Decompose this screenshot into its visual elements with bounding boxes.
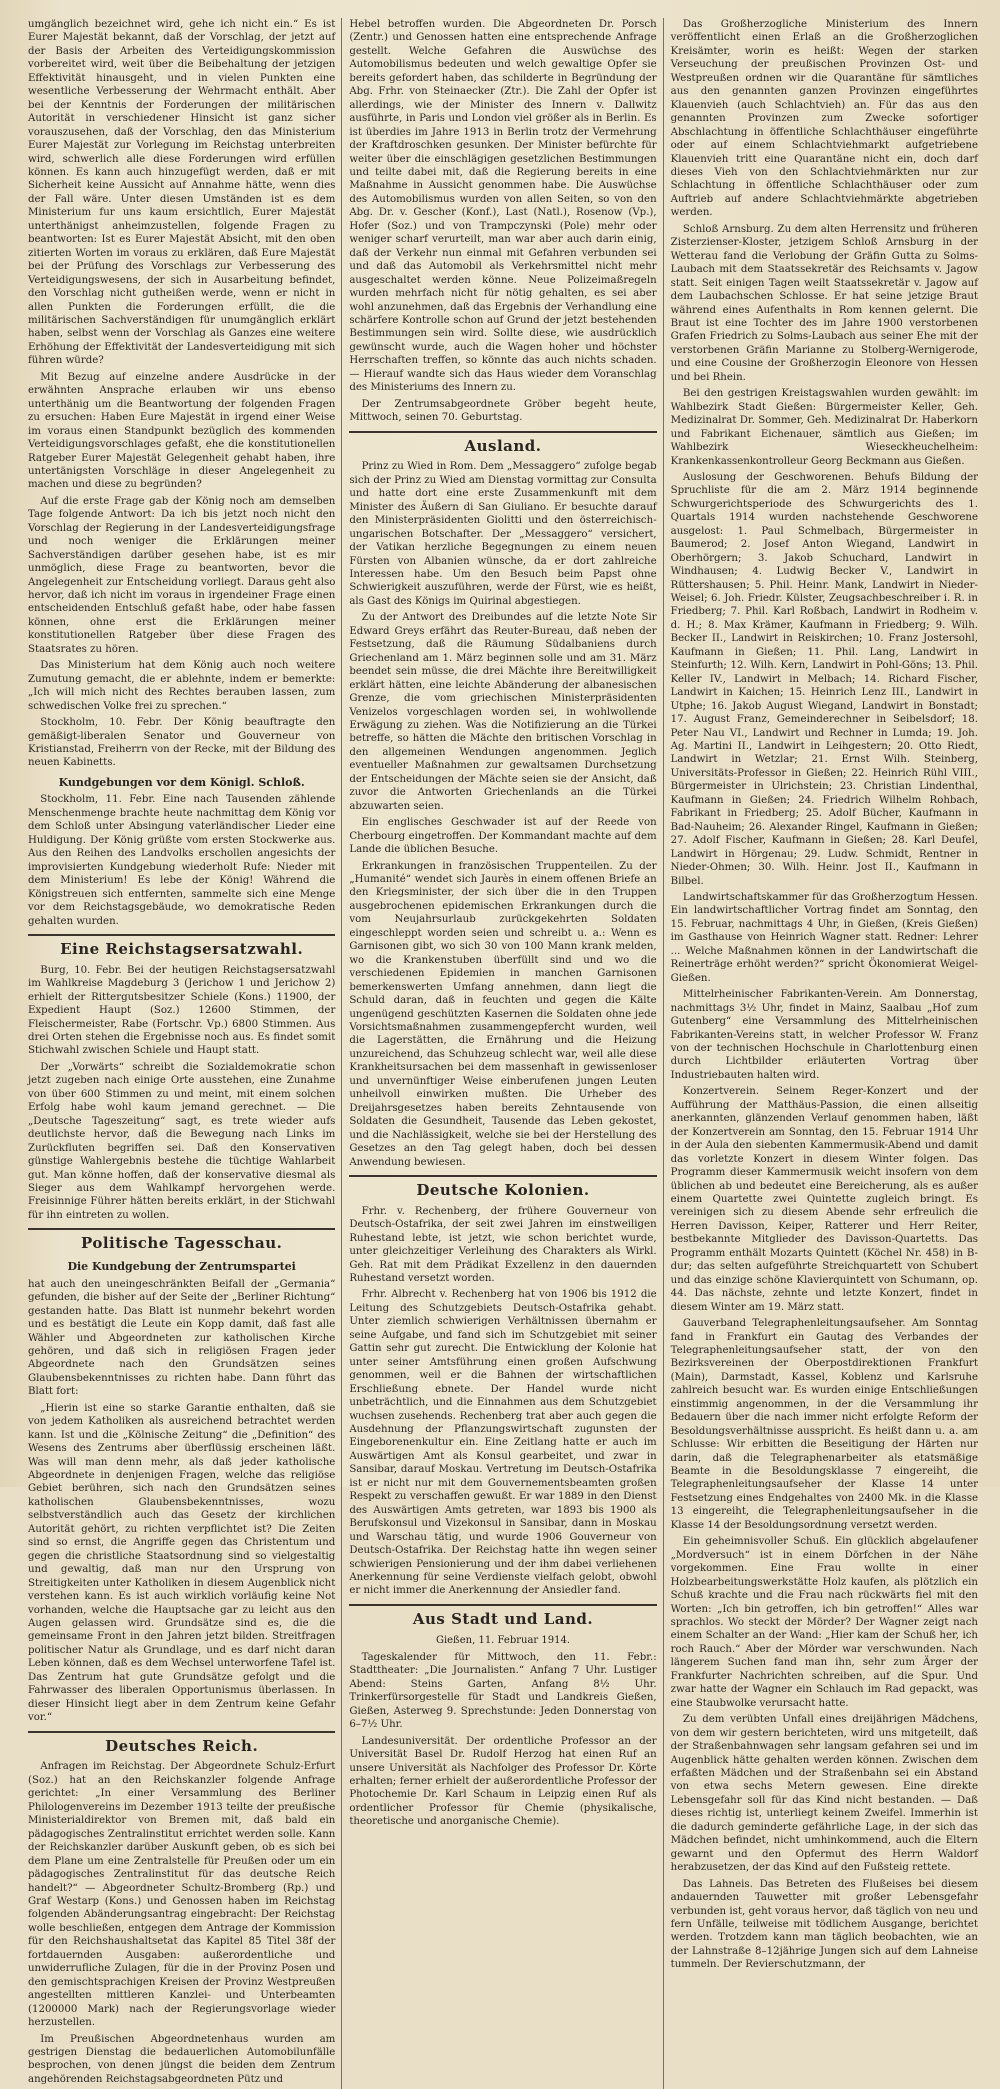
- paragraph: Das Großherzogliche Ministerium des Innern veröffentlicht einen Erlaß an die Großherzoglichen Kreisämter, worin es heißt: Wegen der starken Verseuchung der preußischen Provinzen Ost- und Westpreußen ordnen wir die Quarantäne für sämtliches aus den genannten ganzen Provinzen eingeführtes Klauenvieh (auch Schlachtvieh) an. Für das aus den genannten Provinzen zum Zwecke sofortiger Abschlachtung in öffentliche Schlachthäuser eingeführte oder auf einem Schlachtviehmarkt aufgetriebene Klauenvieh tritt eine Quarantäne nicht ein, doch darf dieses Vieh von den Schlachtviehmärkten nur zur Schlachtung in öffentliche Schlachthäuser oder zum Auftrieb auf andere Schlachtviehmärkte abgetrieben werden.: [670, 19, 978, 219]
- paragraph: Anfragen im Reichstag. Der Abgeordnete Schulz-Erfurt (Soz.) hat an den Reichskanzler folgende Anfrage gerichtet: „In einer Versammlung des Berliner Philologenvereins im Dezember 1913 teilte der preußische Ministerialdirektor von Bremen mit, daß bald ein pädagogisches Zentralinstitut errichtet werden solle. Kann der Reichskanzler darüber Auskunft geben, ob es sich bei dem Plane um eine Zentralstelle für Preußen oder um ein pädagogisches Zentralinstitut für das deutsche Reich handelt?“ — Abgeordneter Schultz-Bromberg (Rp.) und Graf Westarp (Kons.) und Genossen haben im Reichstag folgenden Abänderungsantrag eingebracht: Der Reichstag wolle beschließen, entgegen dem Antrage der Kommission für den Reichshaushaltsetat das Kapitel 85 Titel 38f der fortdauernden Ausgaben: außerordentliche und unwiderrufliche Zulagen, für die in der Provinz Posen und den gemischtsprachigen Kreisen der Provinz Westpreußen angestellten mittleren Kanzlei- und Unterbeamten (1200000 Mark) nach der Regierungsvorlage wieder herzustellen.: [28, 1761, 336, 2029]
- paragraph: Zu dem verübten Unfall eines dreijährigen Mädchens, von dem wir gestern berichteten, wird uns mitgeteilt, daß der Straßenbahnwagen sehr langsam gefahren sei und im Augenblick hätte gehalten werden können. Zwischen dem erfaßten Mädchen und der Straßenbahn sei ein Abstand von etwa sechs Metern gewesen. Eine direkte Lebensgefahr soll für das Kind nicht bestanden. — Daß dieses richtig ist, unterliegt keinem Zweifel. Immerhin ist die dadurch geminderte gefährliche Lage, in der sich das Mädchen befindet, nicht umhinkommend, auch die Eltern gewarnt und den Opfermut des Herrn Waldorf herabzusetzen, der das Kind auf den Fußsteig rettete.: [670, 1714, 978, 1874]
- subheading-zentrumspartei: Die Kundgebung der Zentrumspartei: [67, 1260, 296, 1274]
- paragraph: Mit Bezug auf einzelne andere Ausdrücke in der erwähnten Ansprache erlauben wir uns ebenso unterthänig um die Beantwortung der folgenden Fragen zu ersuchen: Haben Eure Majestät in irgend einer Weise im voraus einen Standpunkt bezüglich des kommenden Verteidigungsvorschlages gefaßt, ehe die konstitutionellen Ratgeber Eurer Majestät Gelegenheit gehabt haben, ihre untertänigsten Vorschläge in dieser Angelegenheit zu machen und diese zu begründen?: [28, 371, 336, 491]
- paragraph: Mittelrheinischer Fabrikanten-Verein. Am Donnerstag, nachmittags 3½ Uhr, findet in Mainz, Saalbau „Hof zum Gutenberg“ eine Versammlung des Mittelrheinischen Fabrikanten-Vereins statt, in welcher Professor W. Franz von der technischen Hochschule in Charlottenburg einen durch Lichtbilder erläuterten Vortrag über Industriebauten halten wird.: [670, 989, 978, 1081]
- column-1: [28, 18, 335, 2089]
- paragraph: Landwirtschaftskammer für das Großherzogtum Hessen. Ein landwirtschaftlicher Vortrag findet am Sonntag, den 15. Februar, nachmittags 4 Uhr, in Gießen, (Kreis Gießen) im Gasthause von Heinrich Wagner statt. Redner: Lehrer ... Welche Maßnahmen können in der Landwirtschaft die Reinerträge erhöht werden?“ spricht Ökonomierat Weigel-Gießen.: [670, 892, 978, 984]
- paragraph: Frhr. v. Rechenberg, der frühere Gouverneur von Deutsch-Ostafrika, der seit zwei Jahren im einstweiligen Ruhestand lebte, ist jetzt, wie schon berichtet wurde, unter gleichzeitiger Verleihung des Charakters als Wirkl. Geh. Rat mit dem Prädikat Exzellenz in den dauernden Ruhestand versetzt worden.: [349, 1205, 657, 1285]
- column-2: [349, 18, 656, 2089]
- paragraph: Stockholm, 11. Febr. Eine nach Tausenden zählende Menschenmenge brachte heute nachmittag dem König vor dem Schloß unter Absingung vaterländischer Lieder eine Huldigung. Der König grüßte vom ersten Stockwerke aus. Aus den Reihen des Landvolks erschollen angesichts der improvisierten Kundgebung wiederholt Rufe: Nieder mit dem Ministerium! Es lebe der König! Während die Königstreuen sich entfernten, sammelte sich eine Menge vor dem Reichstagsgebäude, wo demokratische Reden gehalten wurden.: [28, 794, 336, 927]
- paragraph: Konzertverein. Seinem Reger-Konzert und der Aufführung der Matthäus-Passion, die einen allseitig anerkannten, glänzenden Verlauf genommen haben, läßt der Konzertverein am Sonntag, den 15. Februar 1914 Uhr in der Aula den siebenten Kammermusik-Abend und damit das vorletzte Konzert in diesem Winter folgen. Das Programm dieser Kammermusik weicht insofern von dem üblichen ab und bedeutet eine Bereicherung, als es außer einem Quartette zwei Quintette zugleich bringt. Es vereinigen sich zu diesem Abende sehr erfreulich die Herren Davisson, Keiper, Ratterer und Herr Reiter, bestbekannte Mitglieder des Davisson-Quartetts. Das Programm enthält Mozarts Quintett (Köchel Nr. 458) in B-dur; das selten aufgeführte Streichquartett von Schubert und das einzige schöne Klavierquintett von Schumann, op. 44. Das nächste, zehnte und letzte Konzert, findet in diesem Winter am 19. März statt.: [670, 1086, 978, 1313]
- paragraph: Schloß Arnsburg. Zu dem alten Herrensitz und früheren Zisterzienser-Kloster, jetzigem Schloß Arnsburg in der Wetterau fand die Verlobung der Gräfin Gutta zu Solms-Laubach mit dem Staatssekretär des Reichsamts v. Jagow statt. Seit einigen Tagen weilt Staatssekretär v. Jagow auf dem Laubachschen Schlosse. Er hat seine jetzige Braut während eines Aufenthalts in Rom kennen gelernt. Die Braut ist eine Tochter des im Jahre 1900 verstorbenen Grafen Friedrich zu Solms-Laubach aus seiner Ehe mit der verstorbenen Gräfin Marianne zu Stolberg-Wernigerode, und eine Cousine der Großherzogin Eleonore von Hessen und bei Rhein.: [670, 223, 978, 383]
- paragraph: Hebel betroffen wurden. Die Abgeordneten Dr. Porsch (Zentr.) und Genossen hatten eine entsprechende Anfrage gestellt. Welche Gefahren die Auswüchse des Automobilismus bedeuten und welch gewaltige Opfer sie bereits gefordert haben, das schilderte in Begründung der Abg. Frhr. von Steinaecker (Ztr.). Die Zahl der Opfer ist allerdings, wie der Minister des Innern v. Dallwitz ausführte, in Paris und London viel größer als in Berlin. Es ist überdies im Jahre 1913 in Berlin trotz der Vermehrung der Kraftdroschken gesunken. Der Minister befürchte für weiter über die einschlägigen gesetzlichen Bestimmungen und teilte dabei mit, daß die Regierung bereits in eine Maßnahme in Aussicht genommen habe. Die Auswüchse des Automobilismus wurden von allen Seiten, so von den Abg. Dr. v. Gescher (Konf.), Last (Natl.), Rosenow (Vp.), Hofer (Soz.) und von Trampczynski (Pole) mehr oder weniger scharf verurteilt, man war aber auch darin einig, daß der Verkehr nun einmal mit Gefahren verbunden sei und daß das Automobil als Verkehrsmittel nicht mehr ausgeschaltet werden könne. Neue Polizeimaßregeln wurden mehrfach nicht für nötig gehalten, es sei aber wohl anzunehmen, daß das Ergebnis der Verhandlung eine schärfere Kontrolle schon auf Grund der jetzt bestehenden Bestimmungen sein wird. Sollte diese, wie ausdrücklich gewünscht wurde, auch die Wagen hoher und höchster Herrschaften treffen, so könnte das auch nichts schaden. — Hierauf wandte sich das Haus wieder dem Voranschlag des Ministeriums des Innern zu.: [349, 19, 657, 394]
- paragraph: Gauverband Telegraphenleitungsaufseher. Am Sonntag fand in Frankfurt ein Gautag des Verbandes der Telegraphenleitungsaufseher statt, der von den Bezirksvereinen der Oberpostdirektionen Frankfurt (Main), Darmstadt, Kassel, Koblenz und Karlsruhe zahlreich besucht war. Es wurden einige Entschließungen einstimmig angenommen, in der die Versammlung ihr Bedauern über die nach immer nicht erfolgte Reform der Besoldungsverhältnisse ausspricht. Es heißt dann u. a. am Schlusse: Wir erbitten die Beseitigung der Härten nur darin, daß die Telegraphenarbeiter als etatsmäßige Beamte in die Besoldungsklasse 7 eingereiht, die Telegraphenleitungsaufseher der Klasse 14 unter Festsetzung eines Endgehaltes von 2400 Mk. in die Klasse 13 eingereiht, die Telegraphenleitungsaufseher in die Klasse 14 der Besoldungsordnung versetzt werden.: [670, 1318, 978, 1531]
- paragraph: „Hierin ist eine so starke Garantie enthalten, daß sie von jedem Katholiken als ausreichend betrachtet werden kann. Ist und die „Kölnische Zeitung“ die „Definition“ des Wesens des Zentrums aber überflüssig erscheinen läßt. Was will man denn mehr, als daß jeder katholische Abgeordnete in denjenigen Fragen, welche das religiöse Gebiet berühren, sich nach den Grundsätzen seines katholischen Glaubensbekenntnisses, wozu selbstverständlich auch das Gesetz der kirchlichen Autorität gehört, zu richten verpflichtet ist? Die Zeiten sind so ernst, die Angriffe gegen das Christentum und gegen die christliche Staatsordnung sind so vielgestaltig und gewaltig, daß man nur den Ursprung von Streitigkeiten unter Katholiken in diesem Augenblick nicht verstehen kann. Es ist auch wirklich vorläufig keine Not vorhanden, welche die Hauptsache gar zu leicht aus den Augen gelassen wird. Grundsätze sind es, die die gemeinsame Front in den Jahren jetzt bilden. Streitfragen politischer Natur als Grundlage, und es darf nicht daran Leben können, daß es dem Wechsel unterworfene Tafel ist. Das Zentrum hat gute Grundsätze gefolgt und die Fahrwasser des liberalen Opportunismus überlassen. In dieser Hinsicht liegt aber in dem Zentrum keine Gefahr vor.“: [28, 1402, 336, 1724]
- heading-aus-stadt-und-land: Aus Stadt und Land.: [349, 1604, 656, 1630]
- paragraph: hat auch den uneingeschränkten Beifall der „Germania“ gefunden, die bisher auf der Seite der „Berliner Richtung“ gestanden hatte. Das Blatt ist nunmehr bekehrt worden und es bestätigt die Leute ein Kopp damit, daß fast alle Wähler und Abgeordneten zur katholischen Kirche gehören, und daß sich in religiösen Fragen jeder Abgeordnete nach den Grundsätzen seines Glaubensbekenntnisses zu richten habe. Dann führt das Blatt fort:: [28, 1278, 336, 1398]
- heading-deutsche-kolonien: Deutsche Kolonien.: [349, 1175, 656, 1201]
- paragraph: umgänglich bezeichnet wird, gehe ich nicht ein.“ Es ist Eurer Majestät bekannt, daß der Vorschlag, der jetzt auf der Basis der Arbeiten des Verteidigungskommission vorbereitet wird, weit über die Beibehaltung der jetzigen Effektivität hinausgeht, und in vielen Punkten eine wesentliche Verbesserung der Wehrmacht enthält. Aber bei der Kenntnis der Forderungen der militärischen Autorität in verschiedener Hinsicht ist ganz sicher vorauszusehen, daß der Vorschlag, den das Ministerium Eurer Majestät zur Vorlegung im Reichstag unterbreiten wird, schwerlich alle diese Forderungen wird erfüllen können. Es kann auch hinzugefügt werden, daß er mit Sicherheit keine Aussicht auf Annahme hätte, wenn dies der Fall wäre. Unter diesen Umständen ist es dem Ministerium fur uns kaum ersichtlich, Eurer Majestät unterthänigst anheimzustellen, folgende Fragen zu beantworten: Ist es Eurer Majestät Absicht, mit den oben zitierten Worten im voraus zu erklären, daß Eure Majestät bei der Prüfung des Vorschlags zur Verbesserung des Verteidigungswesens, der sich in Ausarbeitung befindet, den Vorschlag nicht gutheißen werde, wenn er nicht in allen Punkten die Forderungen erfüllt, die die militärischen Sachverständigen für unumgänglich erklärt haben, selbst wenn der Vorschlag als Ganzes eine weitere Erhöhung der Effektivität der Landesverteidigung mit sich führen würde?: [28, 19, 336, 367]
- paragraph: Stockholm, 10. Febr. Der König beauftragte den gemäßigt-liberalen Senator und Gouverneur von Kristianstad, Freiherrn von der Recke, mit der Bildung des neuen Kabinetts.: [28, 717, 336, 769]
- paragraph: Ein geheimnisvoller Schuß. Ein glücklich abgelaufener „Mordversuch“ ist in einem Dörfchen in der Nähe vorgekommen. Eine Frau wollte in einer Holzbearbeitungswerkstätte Holz kaufen, als plötzlich ein Schuß krachte und die Frau nach rückwärts fiel mit den Worten: „Ich bin getroffen, ich bin getroffen!“ Alles war sprachlos. Wo steckt der Mörder? Der Wagner zeigt nach einem Schalter an der Wand: „Hier kam der Schuß her, ich roch Rauch.“ Aber der Mörder war verschwunden. Nach längerem Suchen fand man ihn, sehr zum Ärger der Frankfurter Nachrichten schreiben, auf die Spur. Und zwar hatte der Wagner ein Schlauch im Rad gepackt, was eine Staubwolke verursacht hatte.: [670, 1536, 978, 1709]
- paragraph: Im Preußischen Abgeordnetenhaus wurden am gestrigen Dienstag die bedauerlichen Automobilunfälle besprochen, von denen jüngst die beiden dem Zentrum angehörenden Reichstagsabgeordneten Pütz und: [28, 2033, 336, 2085]
- heading-politische-tagesschau: Politische Tagesschau.: [28, 1228, 335, 1254]
- paragraph: Burg, 10. Febr. Bei der heutigen Reichstagsersatzwahl im Wahlkreise Magdeburg 3 (Jerichow 1 und Jerichow 2) erhielt der Rittergutsbesitzer Schiele (Kons.) 11900, der Expedient Haupt (Soz.) 12600 Stimmen, der Fleischermeister, Rabe (Fortschr. Vp.) 6800 Stimmen. Aus drei Orten stehen die Ergebnisse noch aus. Es findet somit Stichwahl zwischen Schiele und Haupt statt.: [28, 964, 336, 1057]
- paragraph: Das Lahneis. Das Betreten des Flußeises bei diesem andauernden Tauwetter mit großer Lebensgefahr verbunden ist, geht voraus hervor, daß täglich von neu und fern Unfälle, teilweise mit tödlichem Ausgange, berichtet werden. Trotzdem kann man täglich beobachten, wie an der Lahnstraße 8–12jährige Jungen sich auf dem Lahneise tummeln. Der Revierschutzmann, der: [670, 1878, 978, 1971]
- heading-ausland: Ausland.: [349, 431, 656, 457]
- paragraph: Tageskalender für Mittwoch, den 11. Febr.: Stadttheater: „Die Journalisten.“ Anfang 7 Uhr. Lustiger Abend: Steins Garten, Anfang 8½ Uhr. Trinkerfürsorgestelle für Stadt und Landkreis Gießen, Gießen, Asterweg 9. Sprechstunde: Jeden Donnerstag von 6–7½ Uhr.: [349, 1651, 657, 1731]
- paragraph: Landesuniversität. Der ordentliche Professor an der Universität Basel Dr. Rudolf Herzog hat einen Ruf an unsere Universität als Nachfolger des Professor Dr. Körte erhalten; ferner erhielt der außerordentliche Professor der Photochemie Dr. Karl Schaum in Leipzig einen Ruf als ordentlicher Professor für Chemie (physikalische, theoretische und anorganische Chemie).: [349, 1735, 657, 1828]
- columns: [28, 18, 978, 2085]
- paragraph: Das Ministerium hat dem König auch noch weitere Zumutung gemacht, die er ablehnte, indem er bemerkte: „Ich will mich nicht des Rechtes berauben lassen, zum schwedischen Volke frei zu sprechen.“: [28, 660, 336, 712]
- paragraph: Auslosung der Geschworenen. Behufs Bildung der Spruchliste für die am 2. März 1914 beginnende Schwurgerichtsperiode des Schwurgerichts des 1. Quartals 1914 wurden nachstehende Geschworene ausgelost: 1. Paul Schmelbach, Bürgermeister in Baumerod; 2. Josef Anton Wiegand, Landwirt in Oberhörgern; 3. Jakob Schuchard, Landwirt in Windhausen; 4. Ludwig Becker V., Landwirt in Rüttershausen; 5. Phil. Heinr. Mank, Landwirt in Nieder-Weisel; 6. Joh. Friedr. Külster, Zeugsachbeschreiber i. R. in Friedberg; 7. Phil. Karl Roßbach, Landwirt in Rodheim v. d. H.; 8. Max Krämer, Kaufmann in Friedberg; 9. Wilh. Becker II., Landwirt in Reiskirchen; 10. Franz Jostersohl, Kaufmann in Gießen; 11. Phil. Lang, Landwirt in Steinfurth; 12. Wilh. Kern, Landwirt in Pohl-Göns; 13. Phil. Keller IV., Landwirt in Melbach; 14. Richard Fischer, Landwirt in Kaichen; 15. Heinrich Lenz III., Landwirt in Utphe; 16. Jakob August Wiegand, Landwirt in Bonstadt; 17. August Franz, Gemeinderechner in Seibelsdorf; 18. Peter Nau VI., Landwirt und Rechner in Lumda; 19. Joh. Ag. Martini II., Landwirt in Leihgestern; 20. Otto Riedt, Landwirt in Wetzlar; 21. Ernst Wilh. Steinberg, Universitäts-Professor in Gießen; 22. Heinrich Rühl VIII., Bürgermeister in Ulrichstein; 23. Christian Lindenthal, Kaufmann in Gießen; 24. Friedrich Wilhelm Rohbach, Fabrikant in Friedberg; 25. Adolf Bücher, Kaufmann in Bad-Nauheim; 26. Alexander Ringel, Kaufmann in Gießen; 27. Adolf Fischer, Kaufmann in Gießen; 28. Karl Deufel, Landwirt in Hörgenau; 29. Ludw. Schmidt, Rentner in Nieder-Ohmen; 30. Wilh. Heinr. Jost II., Kaufmann in Bilbel.: [670, 471, 978, 887]
- dateline: Gießen, 11. Februar 1914.: [435, 1634, 571, 1646]
- paragraph: Zu der Antwort des Dreibundes auf die letzte Note Sir Edward Greys erfährt das Reuter-Bureau, daß neben der Festsetzung, daß die Räumung Südalbaniens durch Griechenland am 1. März beginnen solle und am 31. März beendet sein müsse, die drei Mächte ihre Bereitwilligkeit erklärt hätten, eine leichte Abänderung der albanesischen Grenze, die vom griechischen Ministerpräsidenten Venizelos vorgeschlagen worden sei, in wohlwollende Erwägung zu ziehen. Was die Notifizierung an die Türkei betreffe, so hätten die Mächte den britischen Vorschlag in den allgemeinen Wendungen angenommen. Jeglich eventueller Maßnahmen zur gewaltsamen Durchsetzung der Entscheidungen der Mächte seien sie der Ansicht, daß zuvor die Antworten Griechenlands an die Türkei abzuwarten seien.: [349, 612, 657, 812]
- subheading-kundgebungen: Kundgebungen vor dem Königl. Schloß.: [58, 775, 305, 789]
- heading-deutsches-reich: Deutsches Reich.: [28, 1731, 335, 1757]
- paragraph: Der Zentrumsabgeordnete Gröber begeht heute, Mittwoch, seinen 70. Geburtstag.: [349, 398, 657, 424]
- column-3: [671, 18, 978, 2089]
- paragraph: Frhr. Albrecht v. Rechenberg hat von 1906 bis 1912 die Leitung des Schutzgebiets Deutsch-Ostafrika gehabt. Unter ziemlich schwierigen Verhältnissen übernahm er seine Aufgabe, und fand sich im Schutzgebiet mit seiner Gattin sehr gut zurecht. Die Entwicklung der Kolonie hat unter seiner Amtsführung einen großen Aufschwung genommen, weil er die Bahnen der wirtschaftlichen Erschließung ebnete. Der Handel wurde nicht unbeträchtlich, und die Einnahmen aus dem Schutzgebiet wuchsen zusehends. Rechenberg trat aber auch gegen die Ausdehnung der Pflanzungswirtschaft zugunsten der Eingeborenenkultur ein. Eine Zeitlang hatte er auch im Auswärtigen Amt als Konsul gearbeitet, und zwar in Sansibar, darauf Moskau. Vertretung im Deutsch-Ostafrika ist er nicht nur mit dem Gouvernementsbeamten großen Respekt zu verschaffen gewußt. Er war 1889 in den Dienst des Auswärtigen Amts getreten, war 1893 bis 1900 als Berufskonsul und Vizekonsul in Sansibar, dann in Moskau und Warschau tätig, und wurde 1906 Gouverneur von Deutsch-Ostafrika. Der Reichstag hatte ihn wegen seiner schwierigen Pensionierung und der ihm dabei verliehenen Anerkennung für seine Verdienste vielfach gelobt, obwohl er nicht immer die Anerkennung der Ansiedler fand.: [349, 1289, 657, 1597]
- paragraph: Auf die erste Frage gab der König noch am demselben Tage folgende Antwort: Da ich bis jetzt noch nicht den Vorschlag der Regierung in der Landesverteidigungsfrage und noch weniger die Erklärungen meiner Sachverständigen darüber gesehen habe, ist es mir unmöglich, diese Frage zu beantworten, bevor die Angelegenheit zur Entscheidung vorliegt. Daraus geht also hervor, daß ich nicht im voraus in irgendeiner Frage einen entscheidenden Entschluß gefaßt habe, oder habe fassen können, ohne erst die Erklärungen meiner konstitutionellen Ratgeber über diese Fragen des Staatsrates zu hören.: [28, 495, 336, 655]
- paragraph: Prinz zu Wied in Rom. Dem „Messaggero“ zufolge begab sich der Prinz zu Wied am Dienstag vormittag zur Consulta und hatte dort eine erste Zusammenkunft mit dem Minister des Äußern di San Giuliano. Er besuchte darauf den Ministerpräsidenten Giolitti und den österreichisch-ungarischen Botschafter. Der „Messaggero“ versichert, der Vatikan herzliche Begegnungen zu einem neuen Fürsten von Albanien wünsche, da er dort zahlreiche Interessen habe. Um den Besuch beim Papst ohne Schwierigkeit auszuführen, werde der Fürst, wie es heißt, als Gast des Königs im Quirinal abgestiegen.: [349, 461, 657, 607]
- paragraph: Der „Vorwärts“ schreibt die Sozialdemokratie schon jetzt zugeben nach einige Orte ausstehen, eine Zunahme von über 600 Stimmen zu und meint, mit einem solchen Erfolg habe wohl kaum jemand gerechnet. — Die „Deutsche Tageszeitung“ sagt, es trete wieder aufs deutlichste hervor, daß die Bewegung nach Links im Zurückfluten begriffen sei. Daß den Konservativen günstige Wahlergebnis bestehe die tüchtige Wahlarbeit gut. Man könne hoffen, daß der konservative diesmal als Sieger aus dem Wahlkampf hervorgehen werde. Freisinnige Führer hätten bereits erklärt, in der Stichwahl für ihn eintreten zu wollen.: [28, 1061, 336, 1221]
- paragraph: Ein englisches Geschwader ist auf der Reede von Cherbourg eingetroffen. Der Kommandant machte auf dem Lande die üblichen Besuche.: [349, 817, 657, 856]
- paragraph: Erkrankungen in französischen Truppenteilen. Zu der „Humanité“ wendet sich Jaurès in einem offenen Briefe an den Kriegsminister, der sich über die in den Truppen ausgebrochenen epidemischen Erkrankungen durch die vom Neujahrsurlaub zurückgekehrten Soldaten eingeschleppt worden seien und schreibt u. a.: Wenn es Garnisonen gibt, wo sich 30 von 100 Mann krank melden, wo die Krankenstuben überfüllt sind und wo die verschiedenen Epidemien in manchen Garnisonen bemerkenswerten Umfang annehmen, dann liegt die Schuld daran, daß in feuchten und gegen die Kälte ungenügend geschützten Kasernen die Soldaten ohne jede Vorsichtsmaßnahmen zusammengepfercht wurden, weil die Lagerstätten, die Ernährung und die Heizung unzureichend, das Schuhzeug schlecht war, weil alle diese Krankheitsursachen bei dem massenhaft in gewissenloser und unvernünftiger Weise einberufenen jungen Leuten unheilvoll einwirken mußten. Die Urheber des Dreijahrsgesetzes haben bereits Zehntausende von Soldaten die Gesundheit, Tausende das Leben gekostet, und die Nachlässigkeit, welche sie bei der Herstellung des Gesetzes an den Tag gelegt haben, doch bei dessen Anwendung bewiesen.: [349, 860, 657, 1168]
- paragraph: Bei den gestrigen Kreistagswahlen wurden gewählt: im Wahlbezirk Stadt Gießen: Bürgermeister Keller, Geh. Medizinalrat Dr. Sommer, Geh. Medizinalrat Dr. Haberkorn und Fabrikant Eichenauer, sämtlich aus Gießen; im Wahlbezirk Wieseckheuchelheim: Krankenkassenkontrolleur Georg Beckmann aus Gießen.: [670, 388, 978, 467]
- heading-reichstagsersatzwahl: Eine Reichstagsersatzwahl.: [28, 934, 335, 960]
